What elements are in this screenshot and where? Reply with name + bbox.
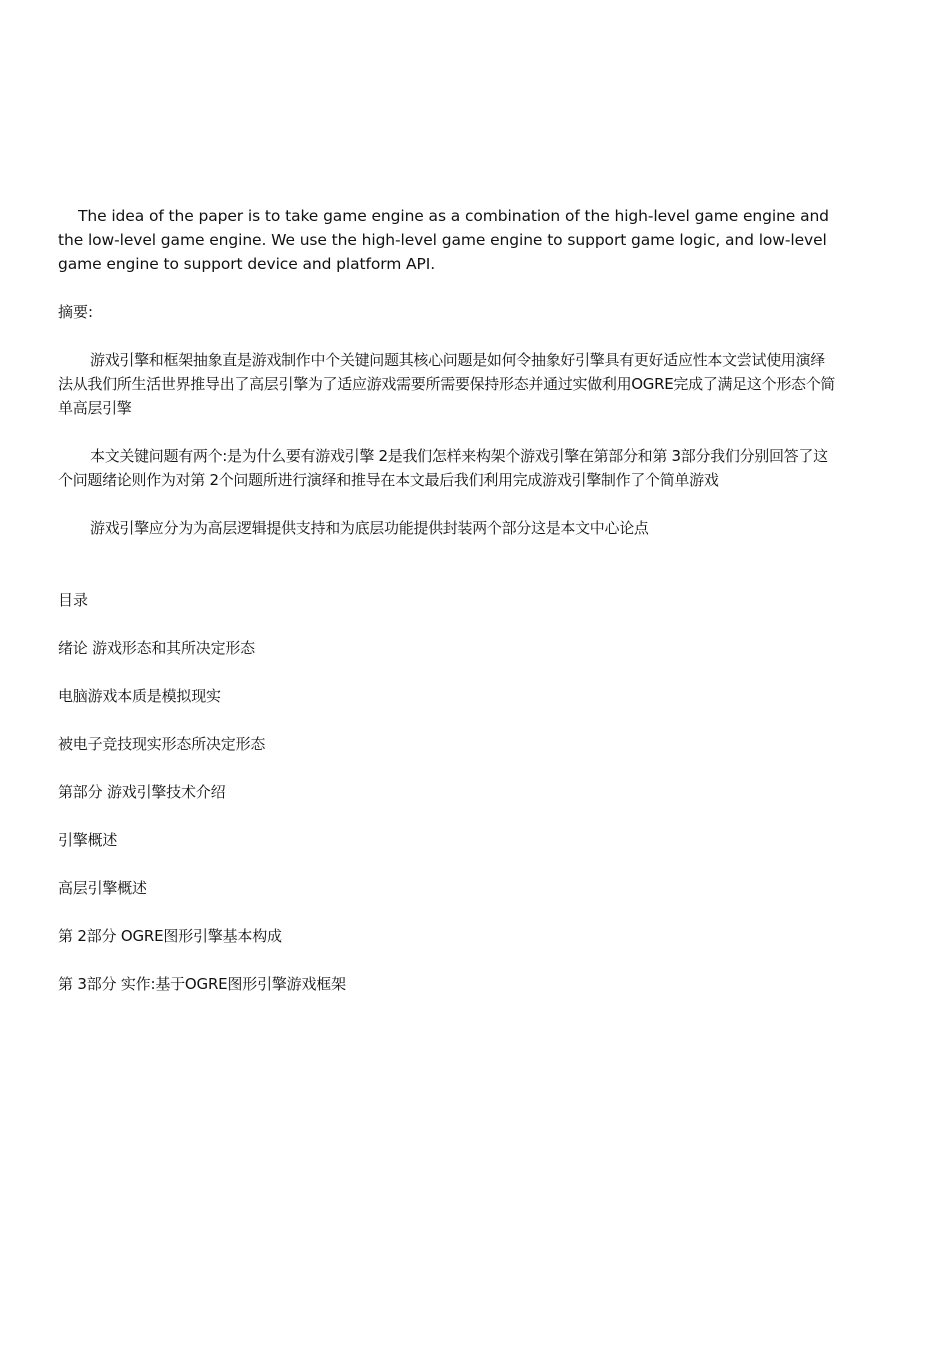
toc-item: 电脑游戏本质是模拟现实 bbox=[58, 687, 221, 705]
toc-title: 目录 bbox=[58, 591, 89, 609]
toc-item: 第 2部分 OGRE图形引擎基本构成 bbox=[58, 927, 282, 945]
document-body bbox=[58, 204, 838, 996]
toc-item: 高层引擎概述 bbox=[58, 879, 147, 897]
toc-item: 引擎概述 bbox=[58, 831, 118, 849]
abstract-label: 摘要: bbox=[58, 303, 94, 321]
toc-item: 绪论 游戏形态和其所决定形态 bbox=[58, 639, 255, 657]
toc-item: 第 3部分 实作:基于OGRE图形引擎游戏框架 bbox=[58, 975, 346, 993]
table-of-contents bbox=[58, 636, 838, 996]
abstract-paragraph-1: 游戏引擎和框架抽象直是游戏制作中个关键问题其核心问题是如何令抽象好引擎具有更好适应性本文尝试使用演绎法从我们所生活世界推导出了高层引擎为了适应游戏需要所需要保持形态并通过实做利用OGRE完成了满足这个形态个简单高层引擎 bbox=[58, 351, 836, 417]
toc-item: 被电子竞技现实形态所决定形态 bbox=[58, 735, 266, 753]
english-abstract: The idea of the paper is to take game engine as a combination of the high-level game engine and the low-level game engine. We use the high-level game engine to support game logic, and low-level game engine to support device and platform API. bbox=[58, 207, 829, 273]
abstract-paragraph-3: 游戏引擎应分为为高层逻辑提供支持和为底层功能提供封装两个部分这是本文中心论点 bbox=[90, 519, 649, 537]
abstract-paragraph-2: 本文关键问题有两个:是为什么要有游戏引擎 2是我们怎样来构架个游戏引擎在第部分和第 3部分我们分别回答了这个问题绪论则作为对第 2个问题所进行演绎和推导在本文最后我们利用完成游戏引擎制作了个简单游戏 bbox=[58, 447, 828, 489]
toc-item: 第部分 游戏引擎技术介绍 bbox=[58, 783, 226, 801]
